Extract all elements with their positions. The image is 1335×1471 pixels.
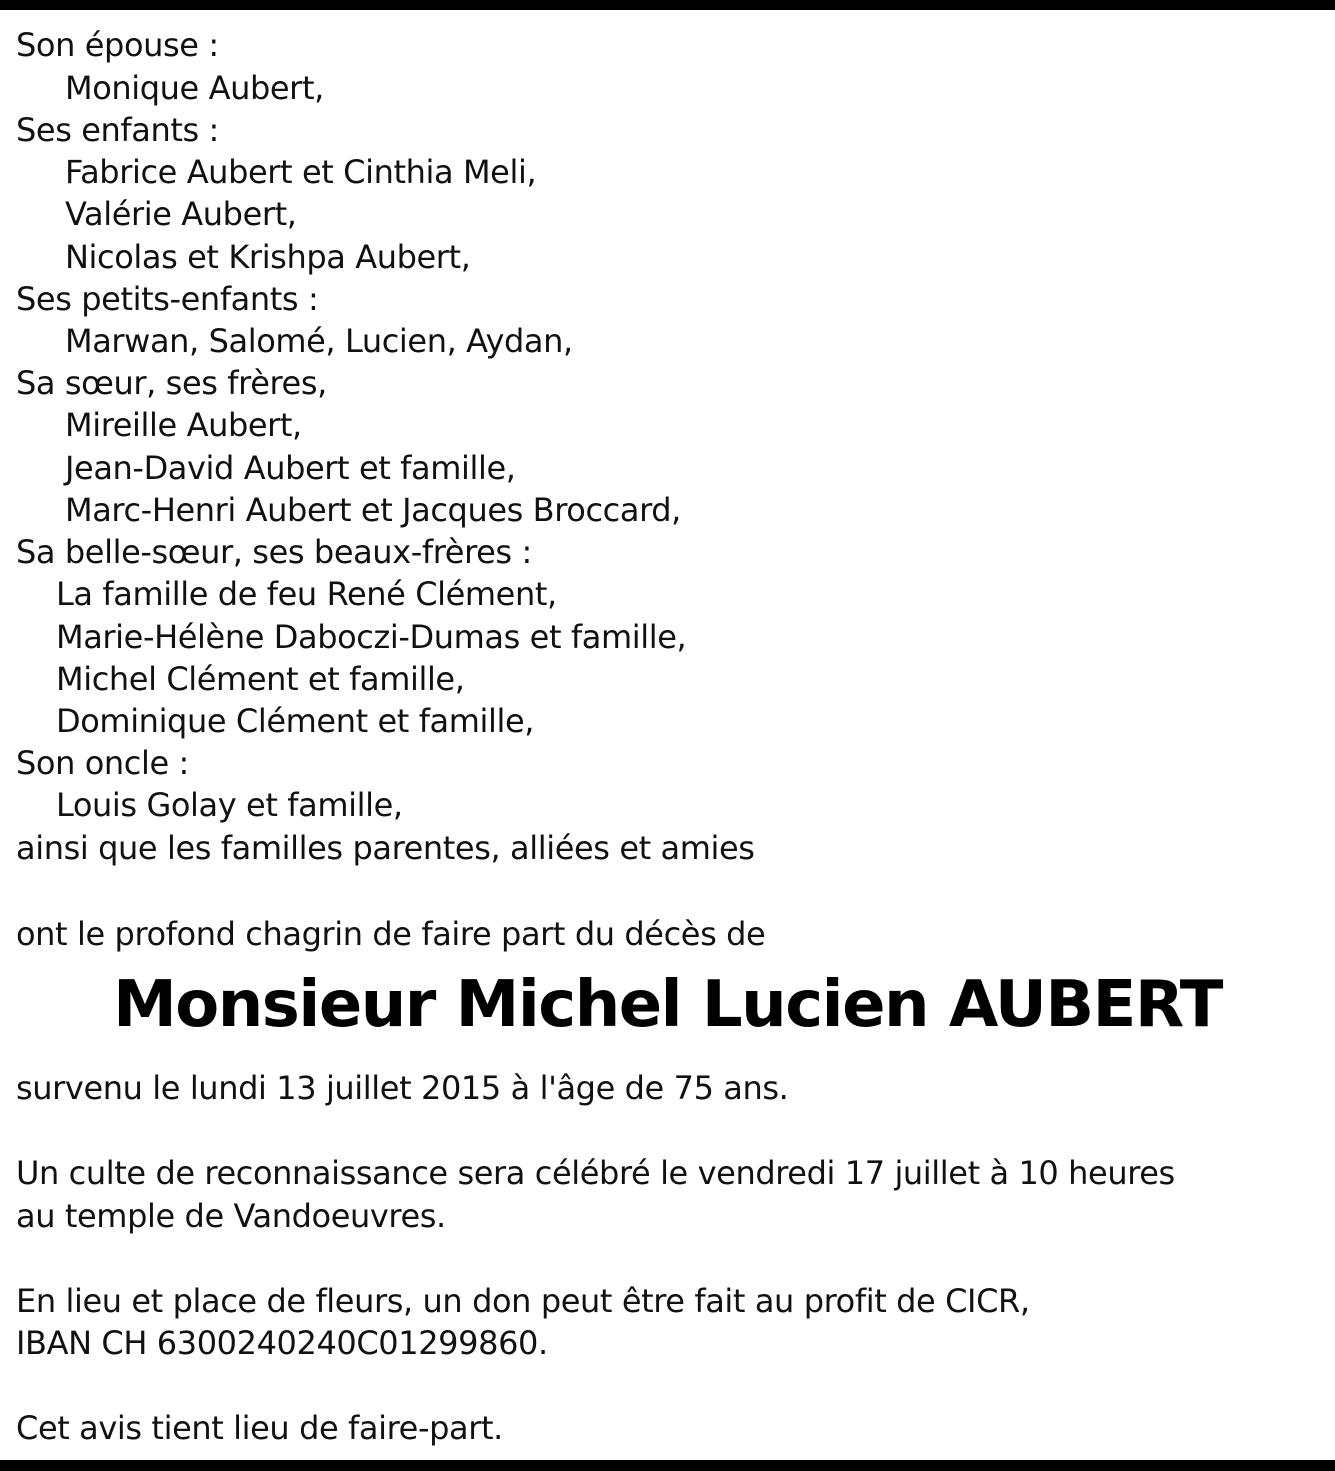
donation-line2: IBAN CH 6300240240C01299860. (16, 1324, 548, 1362)
children-heading: Ses enfants : (16, 111, 219, 149)
siblings-heading: Sa sœur, ses frères, (16, 364, 327, 402)
closing-note: Cet avis tient lieu de faire-part. (16, 1409, 503, 1447)
sibling-name: Marc-Henri Aubert et Jacques Broccard, (65, 491, 681, 529)
in-laws-heading: Sa belle-sœur, ses beaux-frères : (16, 533, 532, 571)
donation-line1: En lieu et place de fleurs, un don peut être fait au profit de CICR, (16, 1282, 1030, 1320)
spouse-heading: Son épouse : (16, 26, 219, 64)
other-families-line: ainsi que les familles parentes, alliées et amies (16, 829, 755, 867)
bottom-border-rule (0, 1460, 1335, 1471)
death-details: survenu le lundi 13 juillet 2015 à l'âge de 75 ans. (16, 1069, 789, 1107)
deceased-name: Monsieur Michel Lucien AUBERT (113, 968, 1222, 1042)
grandchildren-names: Marwan, Salomé, Lucien, Aydan, (65, 322, 573, 360)
in-law-name: Dominique Clément et famille, (56, 702, 535, 740)
child-name: Fabrice Aubert et Cinthia Meli, (65, 153, 537, 191)
in-law-name: Michel Clément et famille, (56, 660, 465, 698)
uncle-name: Louis Golay et famille, (56, 786, 403, 824)
sibling-name: Jean-David Aubert et famille, (65, 449, 516, 487)
service-details-line2: au temple de Vandoeuvres. (16, 1197, 446, 1235)
child-name: Nicolas et Krishpa Aubert, (65, 238, 471, 276)
child-name: Valérie Aubert, (65, 195, 297, 233)
top-border-rule (0, 0, 1335, 10)
announcement-intro: ont le profond chagrin de faire part du décès de (16, 915, 766, 953)
sibling-name: Mireille Aubert, (65, 406, 302, 444)
in-law-name: La famille de feu René Clément, (56, 575, 557, 613)
in-law-name: Marie-Hélène Daboczi-Dumas et famille, (56, 618, 687, 656)
grandchildren-heading: Ses petits-enfants : (16, 280, 319, 318)
uncle-heading: Son oncle : (16, 744, 189, 782)
spouse-name: Monique Aubert, (65, 69, 324, 107)
service-details-line1: Un culte de reconnaissance sera célébré le vendredi 17 juillet à 10 heures (16, 1154, 1175, 1192)
